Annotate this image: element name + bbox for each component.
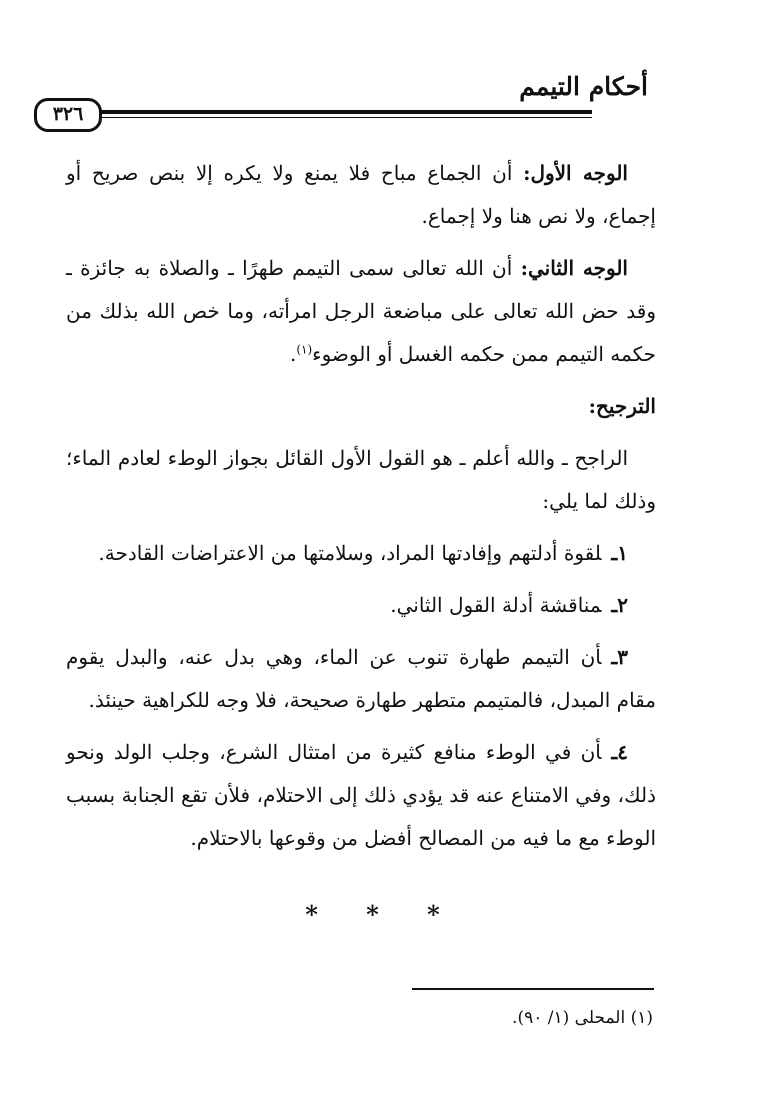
list-item: [66, 584, 656, 627]
footnote: (١) المحلى (١/ ٩٠).: [512, 1008, 653, 1028]
list-number: ٢ـ: [611, 593, 628, 617]
paragraph-conclusion: الراجح ـ والله أعلم ـ هو القول الأول القائل بجواز الوطء لعادم الماء؛ وذلك لما يلي:: [66, 446, 656, 513]
header-rule-thin: [44, 117, 592, 118]
header-rule: [44, 110, 592, 114]
section-heading-tarjih: الترجيح:: [588, 394, 656, 418]
list-item: [66, 636, 656, 722]
paragraph-text: أن الجماع مباح فلا يمنع ولا يكره إلا بنص صريح أو إجماع، ولا نص هنا ولا إجماع.: [66, 161, 656, 228]
paragraph-lead: الوجه الثاني:: [520, 256, 628, 280]
list-item: [66, 532, 656, 575]
paragraph-second-aspect: [66, 247, 656, 376]
page-number: ٣٢٦: [34, 98, 102, 132]
paragraph-end: .: [289, 342, 297, 366]
footnote-ref: (١): [296, 342, 313, 357]
list-text: أن في الوطء منافع كثيرة من امتثال الشرع، وجلب الولد ونحو ذلك، وفي الامتناع عنه قد يؤدي ذلك إلى الاحتلام، فلأن تقع الجنابة بسبب الوطء مع ما فيه من المصالح أفضل من وقوعها بالاحتلام.: [66, 740, 656, 850]
list-text: مناقشة أدلة القول الثاني.: [390, 593, 602, 617]
list-number: ٤ـ: [611, 740, 628, 764]
footnote-rule: [412, 988, 654, 990]
list-text: أن التيمم طهارة تنوب عن الماء، وهي بدل عنه، والبدل يقوم مقام المبدل، فالمتيمم متطهر طهارة صحيحة، فلا وجه للكراهية حينئذ.: [66, 645, 656, 712]
page-header: [44, 70, 656, 130]
list-text: لقوة أدلتهم وإفادتها المراد، وسلامتها من الاعتراضات القادحة.: [98, 541, 602, 565]
paragraph-first-aspect: [66, 152, 656, 238]
paragraph-text: أن الله تعالى سمى التيمم طهرًا ـ والصلاة به جائزة ـ وقد حض الله تعالى على مباضعة الرجل امرأته، وما خص الله بذلك من حكمه التيمم ممن حكمه الغسل أو الوضوء: [66, 256, 656, 366]
header-title: أحكام التيمم: [519, 72, 648, 101]
list-number: ٣ـ: [611, 645, 628, 669]
section-separator: * * *: [305, 900, 460, 929]
list-item: [66, 731, 656, 860]
page-body: [66, 152, 656, 869]
list-number: ١ـ: [611, 541, 628, 565]
paragraph-lead: الوجه الأول:: [523, 161, 628, 185]
